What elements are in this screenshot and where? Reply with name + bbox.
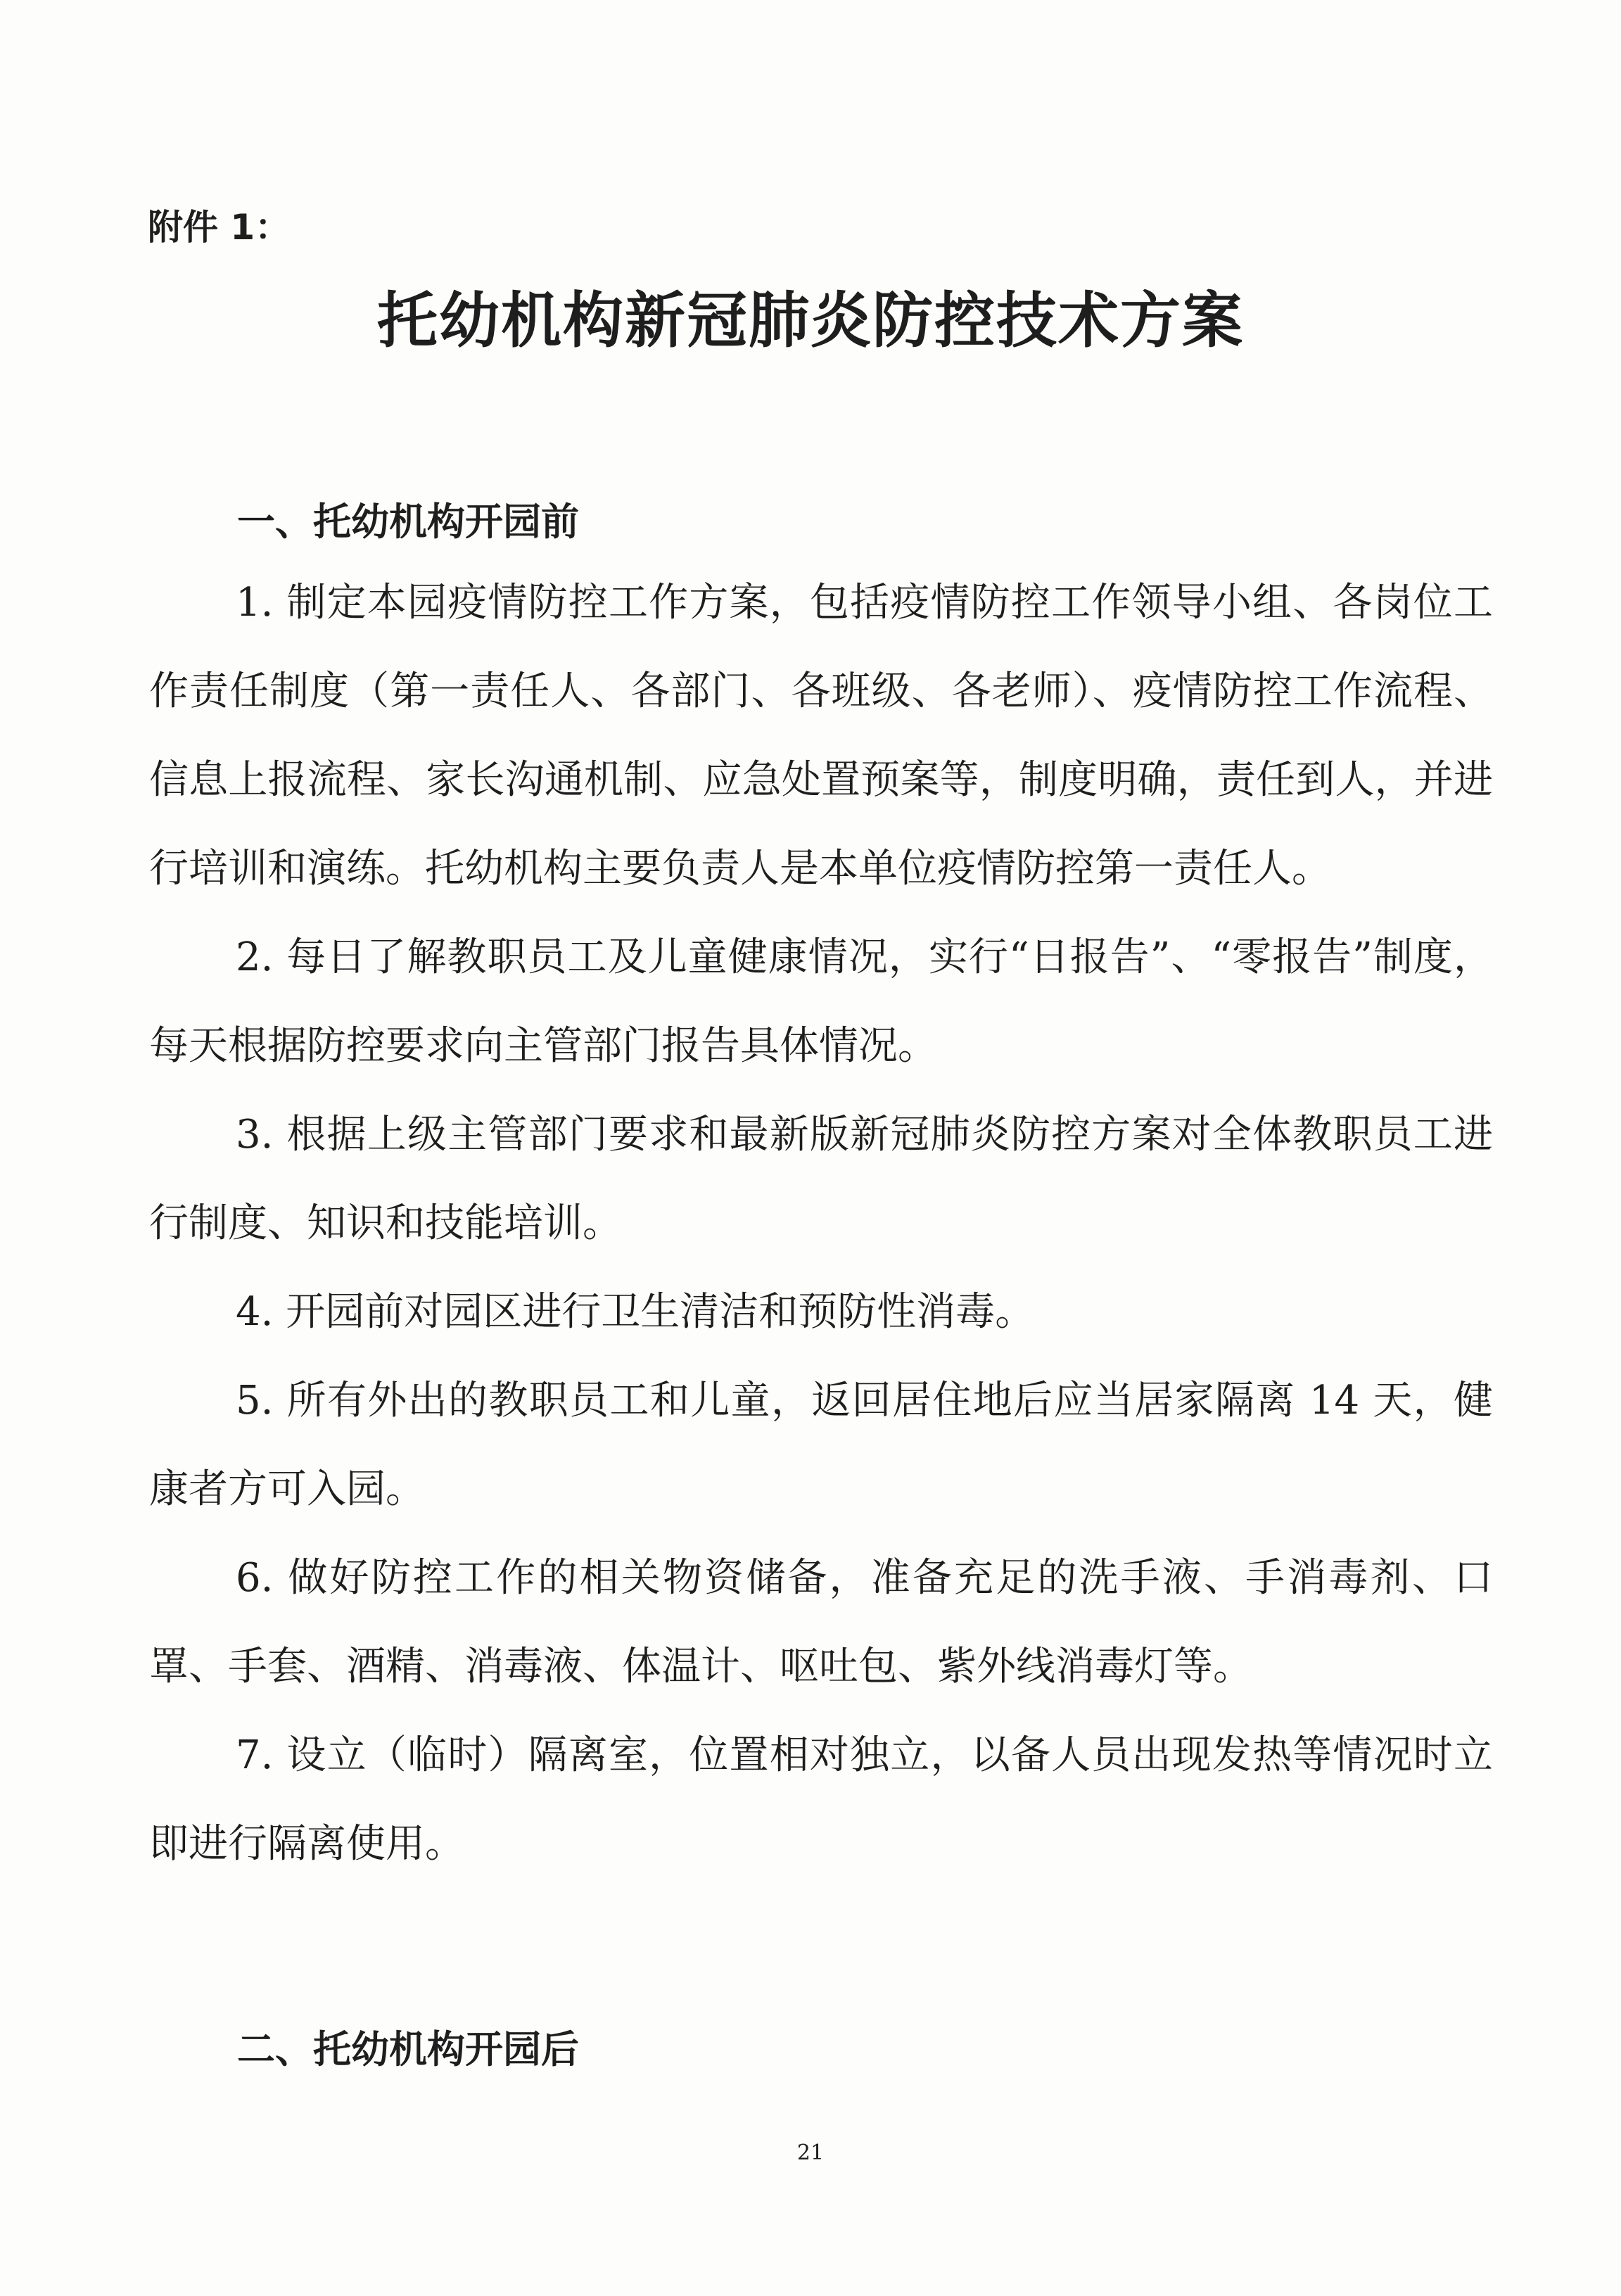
section-body-before-opening: [149, 559, 1493, 1889]
paragraph-3: 3. 根据上级主管部门要求和最新版新冠肺炎防控方案对全体教职员工进行制度、知识和技能培训。: [149, 1112, 1493, 1246]
paragraph-1: 1. 制定本园疫情防控工作方案，包括疫情防控工作领导小组、各岗位工作责任制度（第一责任人、各部门、各班级、各老师）、疫情防控工作流程、信息上报流程、家长沟通机制、应急处置预案等，制度明确，责任到人，并进行培训和演练。托幼机构主要负责人是本单位疫情防控第一责任人。: [149, 580, 1493, 892]
paragraph-7: 7. 设立（临时）隔离室，位置相对独立，以备人员出现发热等情况时立即进行隔离使用。: [149, 1732, 1493, 1867]
section-heading-before-opening: 一、托幼机构开园前: [237, 500, 579, 544]
attachment-label: 附件 1：: [148, 207, 291, 248]
paragraph-5: 5. 所有外出的教职员工和儿童，返回居住地后应当居家隔离 14 天，健康者方可入园。: [149, 1378, 1493, 1512]
paragraph-6: 6. 做好防控工作的相关物资储备，准备充足的洗手液、手消毒剂、口罩、手套、酒精、消毒液、体温计、呕吐包、紫外线消毒灯等。: [149, 1555, 1493, 1689]
paragraph-4: 4. 开园前对园区进行卫生清洁和预防性消毒。: [236, 1289, 1035, 1335]
page-number: 21: [796, 2140, 825, 2165]
paragraph-2: 2. 每日了解教职员工及儿童健康情况，实行“日报告”、“零报告”制度，每天根据防控要求向主管部门报告具体情况。: [149, 934, 1493, 1069]
section-heading-after-opening: 二、托幼机构开园后: [237, 2027, 579, 2072]
document-title: 托幼机构新冠肺炎防控技术方案: [377, 285, 1244, 356]
